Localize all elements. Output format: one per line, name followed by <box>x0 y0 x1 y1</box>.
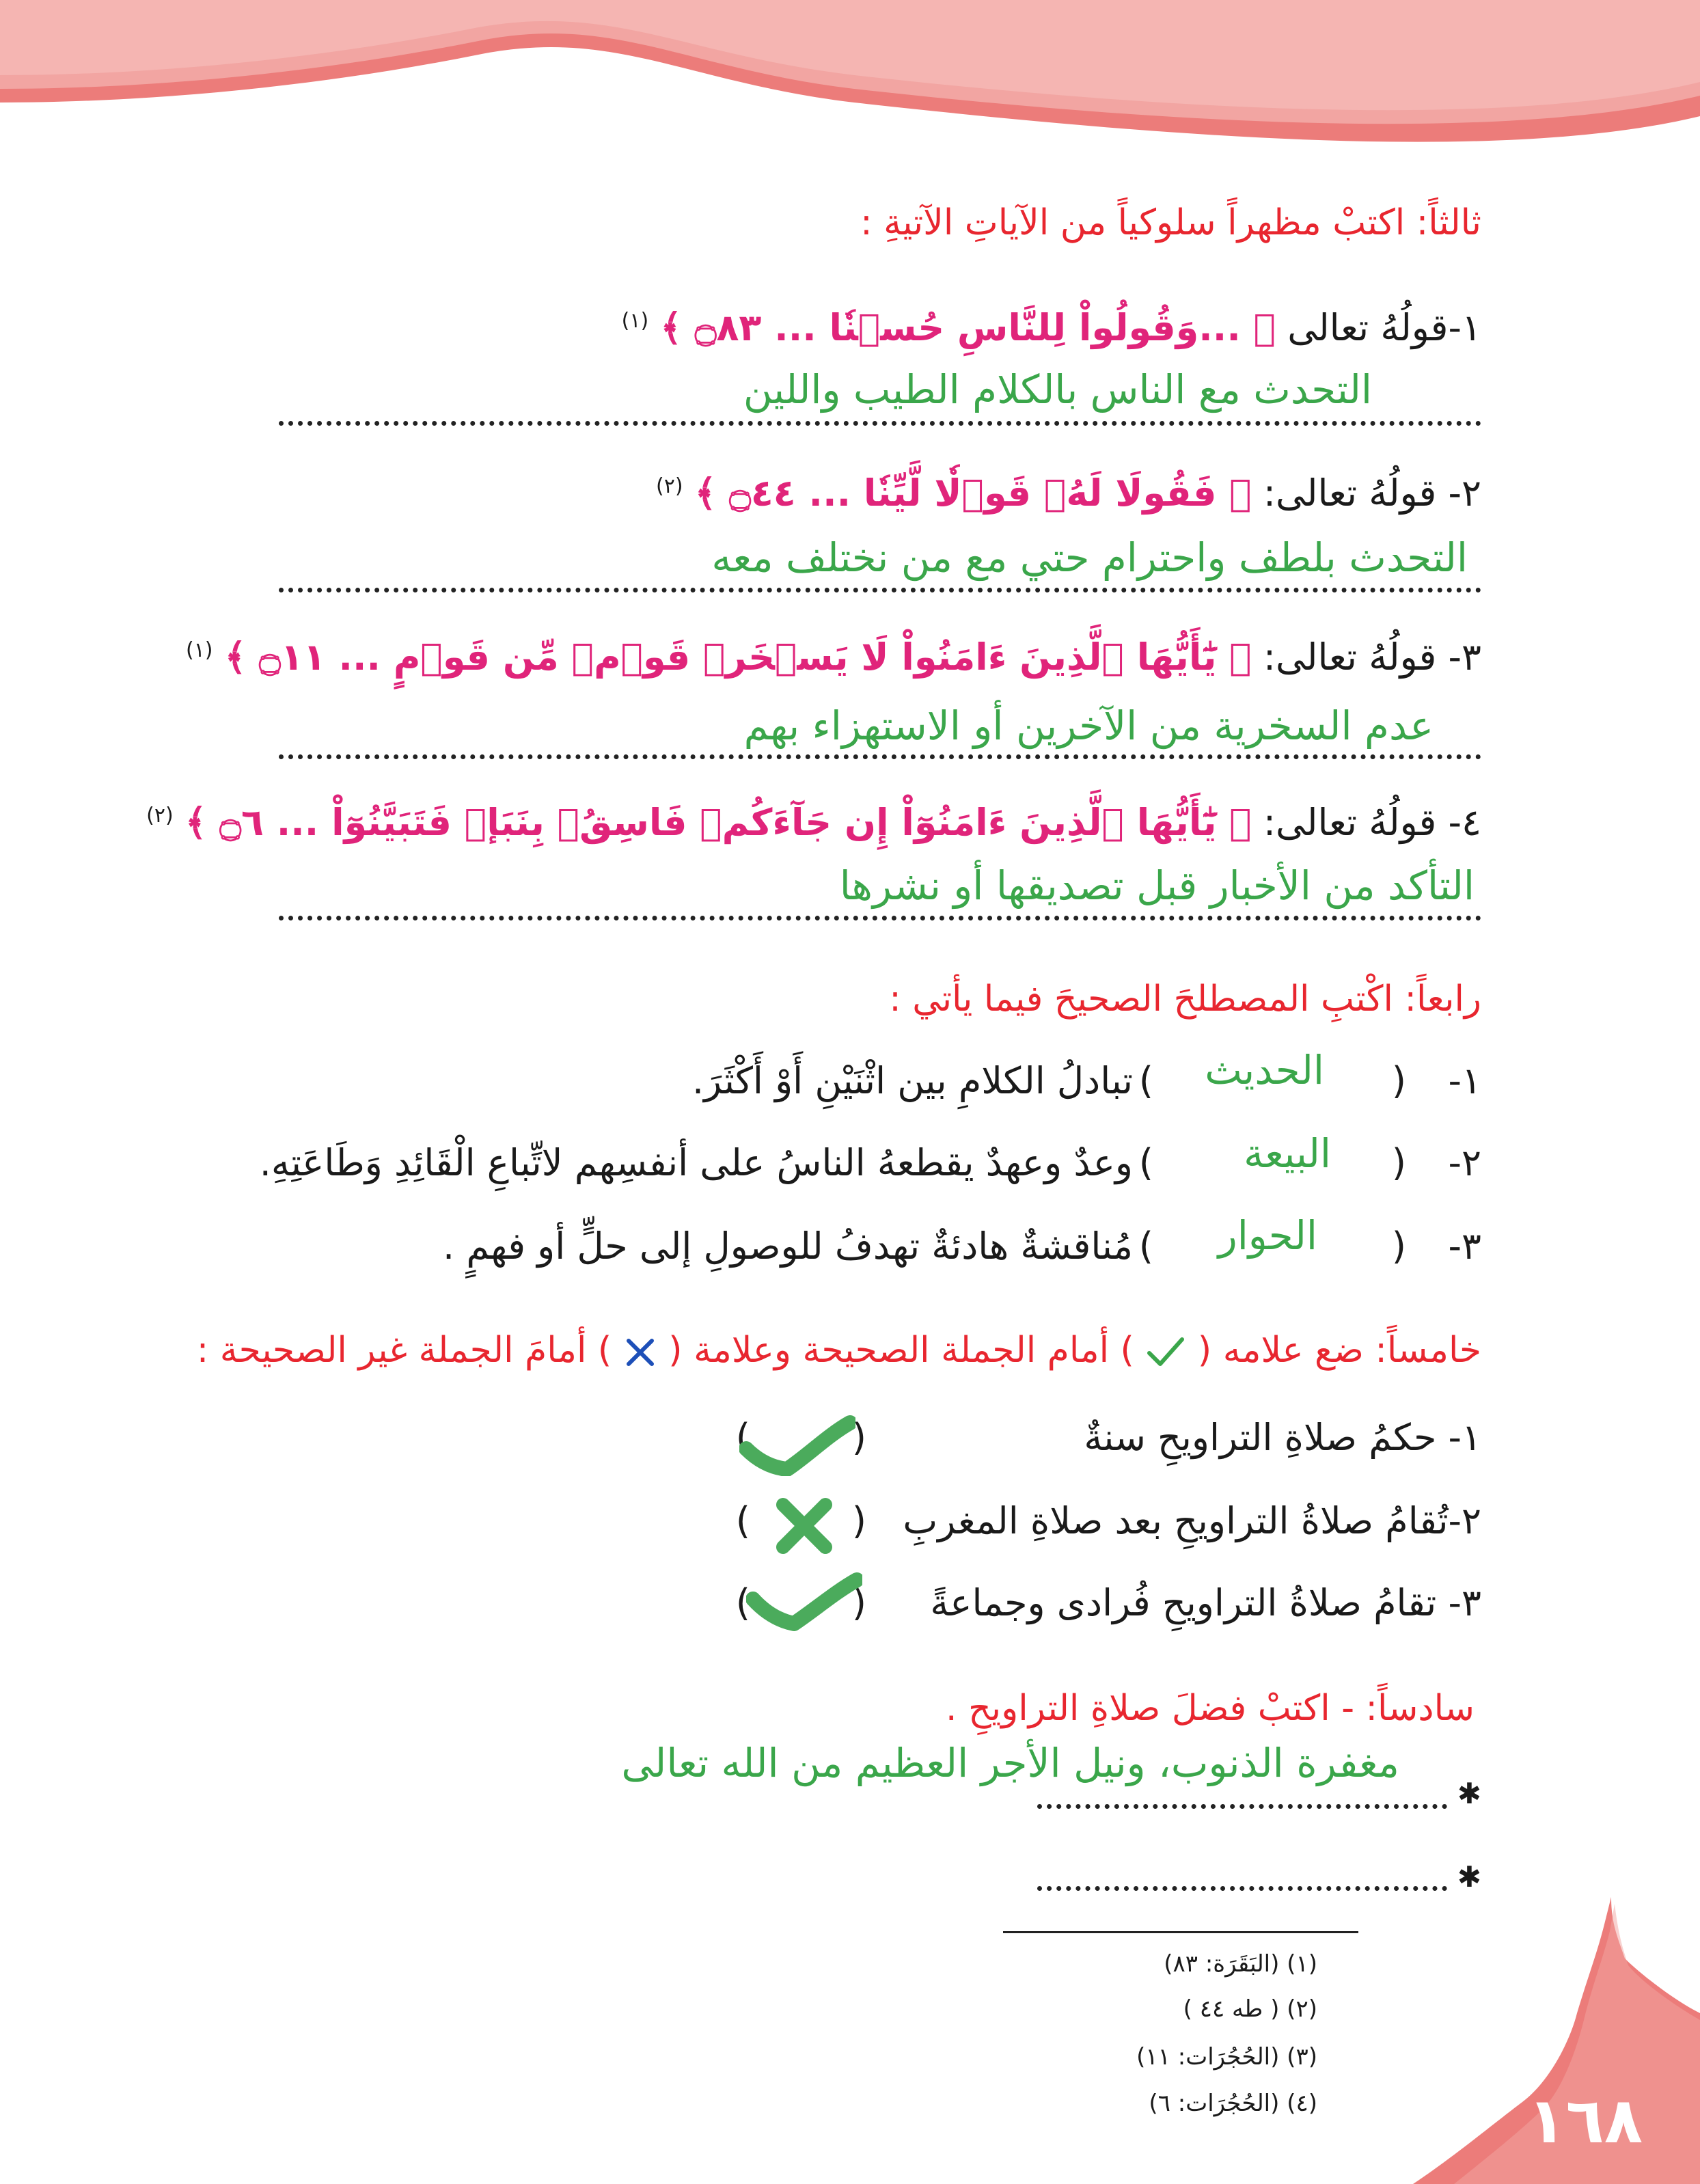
footnote-ref: (٢) <box>656 474 683 498</box>
open-paren: ( <box>1391 1141 1406 1184</box>
answer-text: التحدث بلطف واحترام حتي مع من نختلف معه <box>711 534 1468 581</box>
statement-text: ٢-تُقامُ صلاةُ التراويحِ بعد صلاةِ المغربِ <box>903 1499 1481 1542</box>
answer-text: التأكد من الأخبار قبل تصديقها أو نشرها <box>839 862 1475 909</box>
close-paren: ) <box>1138 1141 1153 1184</box>
definition-text: وعدٌ وعهدٌ يقطعهُ الناسُ على أنفسِهم لاتِّباعِ الْقَائِدِ وَطَاعَتِهِ. <box>259 1141 1133 1184</box>
open-paren: ( <box>851 1581 866 1624</box>
section3-item-1 <box>622 306 1481 349</box>
answer-line <box>1037 1804 1447 1809</box>
definition-text: تبادلُ الكلامِ بين اثْنَيْنِ أَوْ أَكْثَرَ. <box>691 1059 1133 1102</box>
answer-line <box>279 916 1481 920</box>
section6-heading: سادساً: - اكتبْ فضلَ صلاةِ التراويحِ . <box>946 1688 1475 1729</box>
definition-text: مُناقشةٌ هادئةٌ تهدفُ للوصولِ إلى حلٍّ أو فهمٍ . <box>443 1225 1133 1268</box>
item-prefix: ١-قولُهُ تعالى <box>1287 306 1481 349</box>
open-paren: ( <box>1391 1059 1406 1102</box>
open-paren: ( <box>851 1416 866 1459</box>
open-paren: ( <box>1391 1225 1406 1268</box>
heading-part-b: ) أمام الجملة الصحيحة وعلامة ( <box>668 1330 1134 1371</box>
top-decorative-banner <box>0 0 1700 157</box>
footnote: (٢) ( طه ٤٤ ) <box>1183 1995 1317 2023</box>
check-mark-icon <box>739 1415 855 1476</box>
item-prefix: ٣- قولُهُ تعالى: <box>1263 636 1481 679</box>
answer-line <box>279 421 1481 426</box>
term-answer: الحديث <box>1205 1047 1324 1093</box>
footnote-ref: (١) <box>185 638 213 662</box>
footnote: (٤) (الحُجُرَات: ٦) <box>1149 2090 1317 2117</box>
answer-text: التحدث مع الناس بالكلام الطيب واللين <box>743 366 1372 413</box>
section3-item-4 <box>146 801 1481 844</box>
quran-verse: ﴿ يَٰٓأَيُّهَا ٱلَّذِينَ ءَامَنُوٓاْ إِن جَآءَكُمۡ فَاسِقُۢ بِنَبَإٖ فَتَبَيَّنُوٓاْ ... ۝٦ ﴾ <box>184 801 1252 844</box>
answer-text: عدم السخرية من الآخرين أو الاستهزاء بهم <box>743 702 1434 749</box>
page-number: ١٦٨ <box>1527 2084 1643 2157</box>
quran-verse: ﴿ فَقُولَا لَهُۥ قَوۡلٗا لَّيِّنٗا ... ۝٤٤ ﴾ <box>694 472 1252 515</box>
section4-heading: رابعاً: اكْتبِ المصطلحَ الصحيحَ فيما يأتي : <box>889 979 1481 1020</box>
footnote: (١) (البَقَرَة: ٨٣) <box>1164 1950 1317 1978</box>
open-paren: ( <box>851 1499 866 1542</box>
quran-verse: ﴿ ...وَقُولُواْ لِلنَّاسِ حُسۡنٗا ... ۝٨٣ ﴾ <box>660 306 1276 349</box>
close-paren: ) <box>1138 1225 1153 1268</box>
statement-text: ٣- تقامُ صلاةُ التراويحِ فُرادى وجماعةً <box>930 1581 1481 1624</box>
cross-mark-icon <box>773 1495 835 1557</box>
footnote-separator <box>1003 1931 1358 1933</box>
section3-item-2 <box>656 472 1481 515</box>
section5-heading <box>197 1330 1481 1371</box>
answer-text: مغفرة الذنوب، ونيل الأجر العظيم من الله تعالى <box>621 1740 1399 1786</box>
item-number: ١- <box>1448 1059 1481 1102</box>
item-prefix: ٢- قولُهُ تعالى: <box>1263 472 1481 515</box>
bullet-icon: ✱ <box>1457 1777 1481 1810</box>
item-prefix: ٤- قولُهُ تعالى: <box>1263 801 1481 844</box>
bullet-icon: ✱ <box>1457 1860 1481 1894</box>
heading-part-c: ) أمامَ الجملة غير الصحيحة : <box>196 1330 612 1371</box>
section3-item-3 <box>186 636 1481 679</box>
answer-line <box>279 754 1481 759</box>
check-icon <box>1145 1335 1186 1369</box>
item-number: ٢- <box>1448 1141 1481 1184</box>
close-paren: ) <box>735 1416 750 1459</box>
footnote-ref: (١) <box>621 309 649 333</box>
close-paren: ) <box>1138 1059 1153 1102</box>
term-answer: الحوار <box>1218 1212 1317 1259</box>
footnote: (٣) (الحُجُرَات: ١١) <box>1136 2043 1317 2071</box>
footnote-ref: (٢) <box>146 804 174 828</box>
answer-line <box>279 588 1481 592</box>
statement-text: ١- حكمُ صلاةِ التراويحِ سنةٌ <box>1084 1416 1481 1459</box>
cross-icon <box>623 1335 657 1369</box>
check-mark-icon <box>746 1572 862 1633</box>
answer-line <box>1037 1886 1447 1891</box>
close-paren: ) <box>735 1499 750 1542</box>
item-number: ٣- <box>1448 1225 1481 1268</box>
quran-verse: ﴿ يَٰٓأَيُّهَا ٱلَّذِينَ ءَامَنُواْ لَا يَسۡخَرۡ قَوۡمٞ مِّن قَوۡمٍ ... ۝١١ ﴾ <box>224 636 1252 679</box>
close-paren: ) <box>735 1581 750 1624</box>
heading-part-a: خامساً: ضع علامه ( <box>1197 1330 1481 1371</box>
term-answer: البيعة <box>1244 1130 1331 1177</box>
section3-heading: ثالثاً: اكتبْ مظهراً سلوكياً من الآياتِ الآتيةِ : <box>860 202 1481 243</box>
